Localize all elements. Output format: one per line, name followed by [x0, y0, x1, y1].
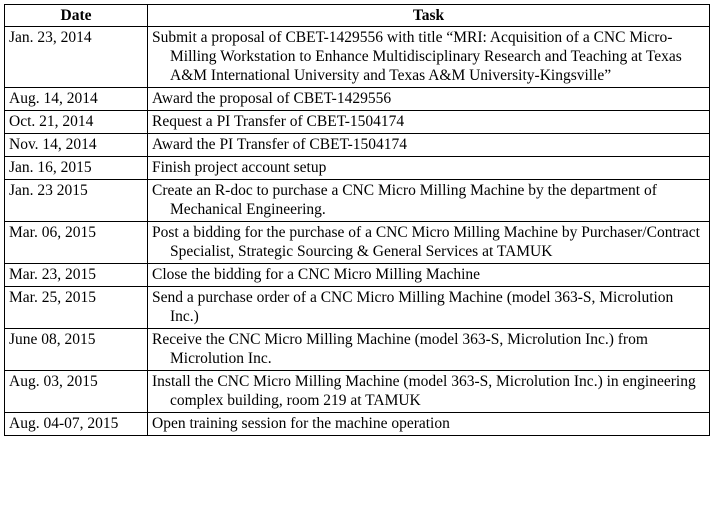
task-cell [148, 329, 710, 371]
date-cell: Mar. 23, 2015 [5, 264, 148, 287]
date-cell: June 08, 2015 [5, 329, 148, 371]
task-text: Submit a proposal of CBET-1429556 with title “MRI: Acquisition of a CNC Micro-Milling Workstation to Enhance Multidisciplinary Research and Teaching at Texas A&M International University and Texas A&M University-Kingsville” [152, 29, 682, 84]
date-cell: Mar. 06, 2015 [5, 222, 148, 264]
task-cell [148, 264, 710, 287]
task-text: Close the bidding for a CNC Micro Milling Machine [152, 266, 481, 283]
task-cell [148, 413, 710, 436]
date-cell: Oct. 21, 2014 [5, 111, 148, 134]
table-row [5, 157, 710, 180]
table-row [5, 222, 710, 264]
date-cell: Mar. 25, 2015 [5, 287, 148, 329]
table-row [5, 371, 710, 413]
task-cell [148, 287, 710, 329]
task-cell [148, 222, 710, 264]
task-column-header: Task [148, 5, 710, 27]
timeline-table [4, 4, 710, 436]
date-cell: Aug. 14, 2014 [5, 88, 148, 111]
table-row [5, 180, 710, 222]
date-cell: Jan. 23, 2014 [5, 27, 148, 88]
task-text: Create an R-doc to purchase a CNC Micro Milling Machine by the department of Mechanical Engineering. [152, 182, 657, 218]
table-row [5, 413, 710, 436]
table-row [5, 111, 710, 134]
task-cell [148, 88, 710, 111]
task-text: Receive the CNC Micro Milling Machine (model 363-S, Microlution Inc.) from Microlution Inc. [152, 331, 648, 367]
table-row [5, 134, 710, 157]
date-column-header: Date [5, 5, 148, 27]
task-cell [148, 180, 710, 222]
table-row [5, 88, 710, 111]
task-cell [148, 371, 710, 413]
table-row [5, 264, 710, 287]
task-text: Install the CNC Micro Milling Machine (model 363-S, Microlution Inc.) in engineering complex building, room 219 at TAMUK [152, 373, 696, 409]
table-row [5, 27, 710, 88]
task-text: Request a PI Transfer of CBET-1504174 [152, 113, 405, 130]
date-cell: Jan. 16, 2015 [5, 157, 148, 180]
task-text: Post a bidding for the purchase of a CNC Micro Milling Machine by Purchaser/Contract Specialist, Strategic Sourcing & General Services at TAMUK [152, 224, 700, 260]
table-header-row [5, 5, 710, 27]
date-cell: Nov. 14, 2014 [5, 134, 148, 157]
task-text: Send a purchase order of a CNC Micro Milling Machine (model 363-S, Microlution Inc.) [152, 289, 674, 325]
task-text: Award the PI Transfer of CBET-1504174 [152, 136, 408, 153]
table-row [5, 287, 710, 329]
task-cell [148, 157, 710, 180]
task-cell [148, 111, 710, 134]
date-cell: Aug. 04-07, 2015 [5, 413, 148, 436]
task-cell [148, 27, 710, 88]
date-cell: Jan. 23 2015 [5, 180, 148, 222]
task-cell [148, 134, 710, 157]
date-cell: Aug. 03, 2015 [5, 371, 148, 413]
table-row [5, 329, 710, 371]
task-text: Award the proposal of CBET-1429556 [152, 90, 392, 107]
task-text: Open training session for the machine operation [152, 415, 450, 432]
task-text: Finish project account setup [152, 159, 327, 176]
